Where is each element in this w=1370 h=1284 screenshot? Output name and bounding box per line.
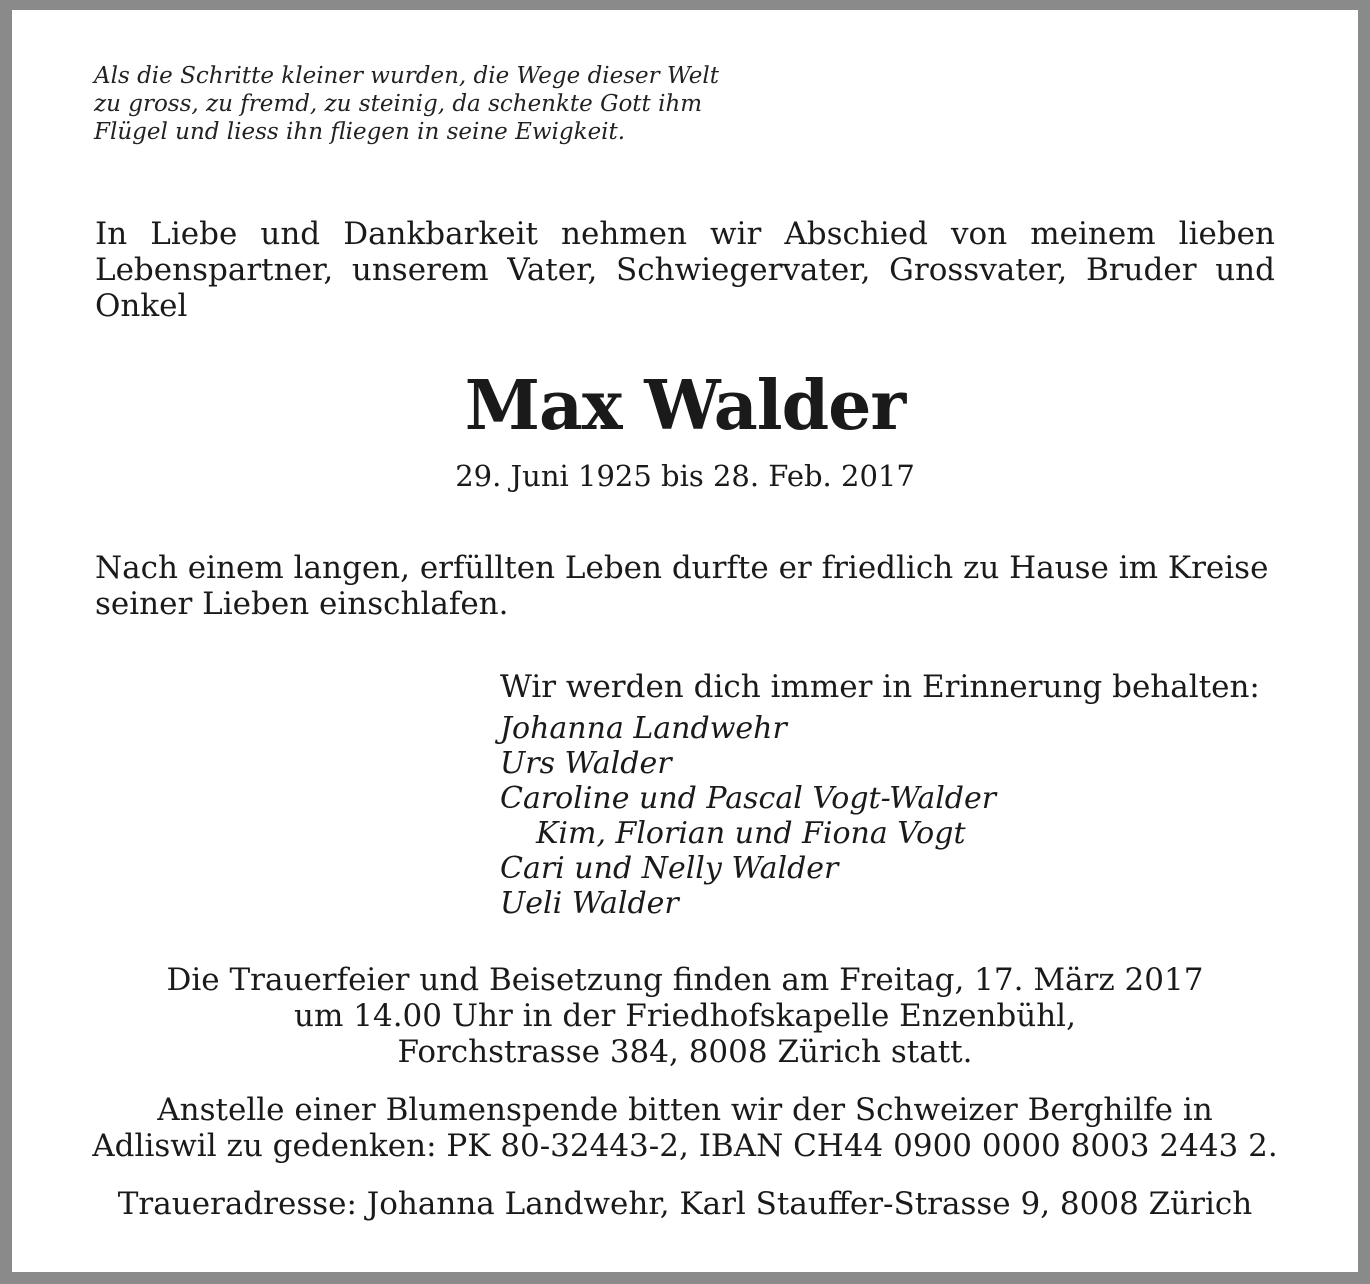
mourner-name: Urs Walder <box>500 746 672 781</box>
mourner-name: Kim, Florian und Fiona Vogt <box>536 816 966 851</box>
mourner-name: Johanna Landwehr <box>500 711 787 746</box>
mourners-heading: Wir werden dich immer in Erinnerung behalten: <box>500 669 1260 705</box>
mourner-list <box>500 711 1290 921</box>
life-dates: 29. Juni 1925 bis 28. Feb. 2017 <box>455 459 915 493</box>
mourning-address: Traueradresse: Johanna Landwehr, Karl Stauffer-Strasse 9, 8008 Zürich <box>117 1186 1253 1222</box>
ceremony-line: um 14.00 Uhr in der Friedhofskapelle Enzenbühl, <box>294 998 1076 1034</box>
ceremony-line: Forchstrasse 384, 8008 Zürich statt. <box>397 1034 973 1070</box>
mourner-name: Caroline und Pascal Vogt-Walder <box>500 781 997 816</box>
passing-paragraph: Nach einem langen, erfüllten Leben durfte er friedlich zu Hause im Kreise seiner Lieben einschlafen. <box>95 550 1269 622</box>
motto-line: zu gross, zu fremd, zu steinig, da schenkte Gott ihm <box>94 91 703 117</box>
donation-line: Adliswil zu gedenken: PK 80-32443-2, IBAN CH44 0900 0000 8003 2443 2. <box>92 1128 1278 1164</box>
deceased-name: Max Walder <box>464 366 906 446</box>
mourner-name: Cari und Nelly Walder <box>500 851 839 886</box>
obituary-page <box>12 10 1358 1272</box>
donation-line: Anstelle einer Blumenspende bitten wir der Schweizer Berghilfe in <box>157 1092 1213 1128</box>
mourner-name: Ueli Walder <box>500 886 679 921</box>
motto-verse <box>94 62 794 146</box>
motto-line: Als die Schritte kleiner wurden, die Wege dieser Welt <box>94 63 719 89</box>
ceremony-info <box>72 962 1298 1070</box>
mourners-block <box>500 670 1290 921</box>
donation-info <box>72 1092 1298 1164</box>
motto-line: Flügel und liess ihn fliegen in seine Ewigkeit. <box>94 119 626 145</box>
ceremony-line: Die Trauerfeier und Beisetzung finden am Freitag, 17. März 2017 <box>166 962 1204 998</box>
intro-paragraph: In Liebe und Dankbarkeit nehmen wir Abschied von meinem lieben Lebenspartner, unserem Vater, Schwiegervater, Grossvater, Bruder und Onkel <box>95 216 1275 324</box>
